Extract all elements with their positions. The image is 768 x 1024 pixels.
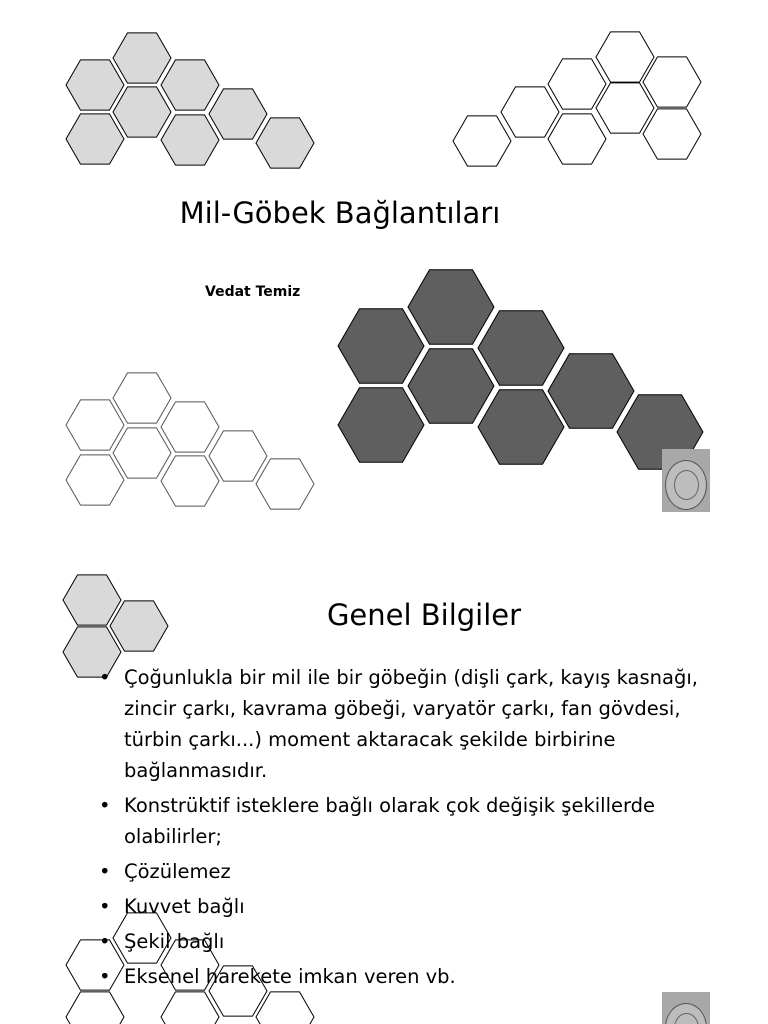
hexagon-shape [161,402,219,452]
hexagon-shape [66,400,124,450]
hexagon-shape [66,114,124,164]
hexagon-shape [548,114,606,164]
hexagon-shape [63,575,121,625]
hexagon-shape [161,60,219,110]
slide-title: Genel Bilgiler [326,598,522,632]
university-seal-icon [662,449,710,512]
hexagon-shape [161,456,219,506]
hexagon-shape [596,83,654,133]
hexagon-group [66,32,703,509]
hexagon-shape [113,428,171,478]
hexagon-shape [256,459,314,509]
author-name: Vedat Temiz [205,284,301,300]
hexagon-shape [408,270,494,344]
hexagon-shape [161,115,219,165]
hexagon-shape [113,87,171,137]
hexagon-shape [113,373,171,423]
hexagon-shape [66,60,124,110]
hexagon-shape [478,390,564,464]
bullet-item: • Çözülemez [99,856,699,887]
hexagon-shape [66,992,124,1024]
hexagon-shape [548,354,634,428]
bullet-list [99,662,699,996]
hexagon-shape [643,109,701,159]
hexagon-shape [161,992,219,1024]
university-seal-icon [662,992,710,1024]
hexagon-shape [113,33,171,83]
hexagon-shape [338,309,424,383]
content-slide [0,512,768,1024]
bullet-item: • Eksenel harekete imkan veren vb. [99,961,699,992]
hexagon-shape [110,601,168,651]
hexagon-shape [256,992,314,1024]
bullet-item: • Çoğunlukla bir mil ile bir göbeğin (dişli çark, kayış kasnağı, zincir çarkı, kavrama göbeği, varyatör çarkı, fan gövdesi, türbin çarkı...) moment aktaracak şekilde birbirine bağlanmasıdır. [99,662,699,786]
hexagon-shape [209,89,267,139]
hexagon-shape [596,32,654,82]
slide-title: Mil-Göbek Bağlantıları [179,196,501,230]
hexagon-shape [478,311,564,385]
hexagon-shape [256,118,314,168]
bullet-item: • Konstrüktif isteklere bağlı olarak çok değişik şekillerde olabilirler; [99,790,699,852]
bullet-item: • Şekil bağlı [99,926,699,957]
hexagon-shape [501,87,559,137]
hexagon-shape [408,349,494,423]
hexagon-shape [209,431,267,481]
hexagon-shape [643,57,701,107]
bullet-item: • Kuvvet bağlı [99,891,699,922]
hexagon-shape [338,388,424,462]
hexagon-shape [453,116,511,166]
hexagon-shape [66,455,124,505]
hexagon-shape [548,59,606,109]
